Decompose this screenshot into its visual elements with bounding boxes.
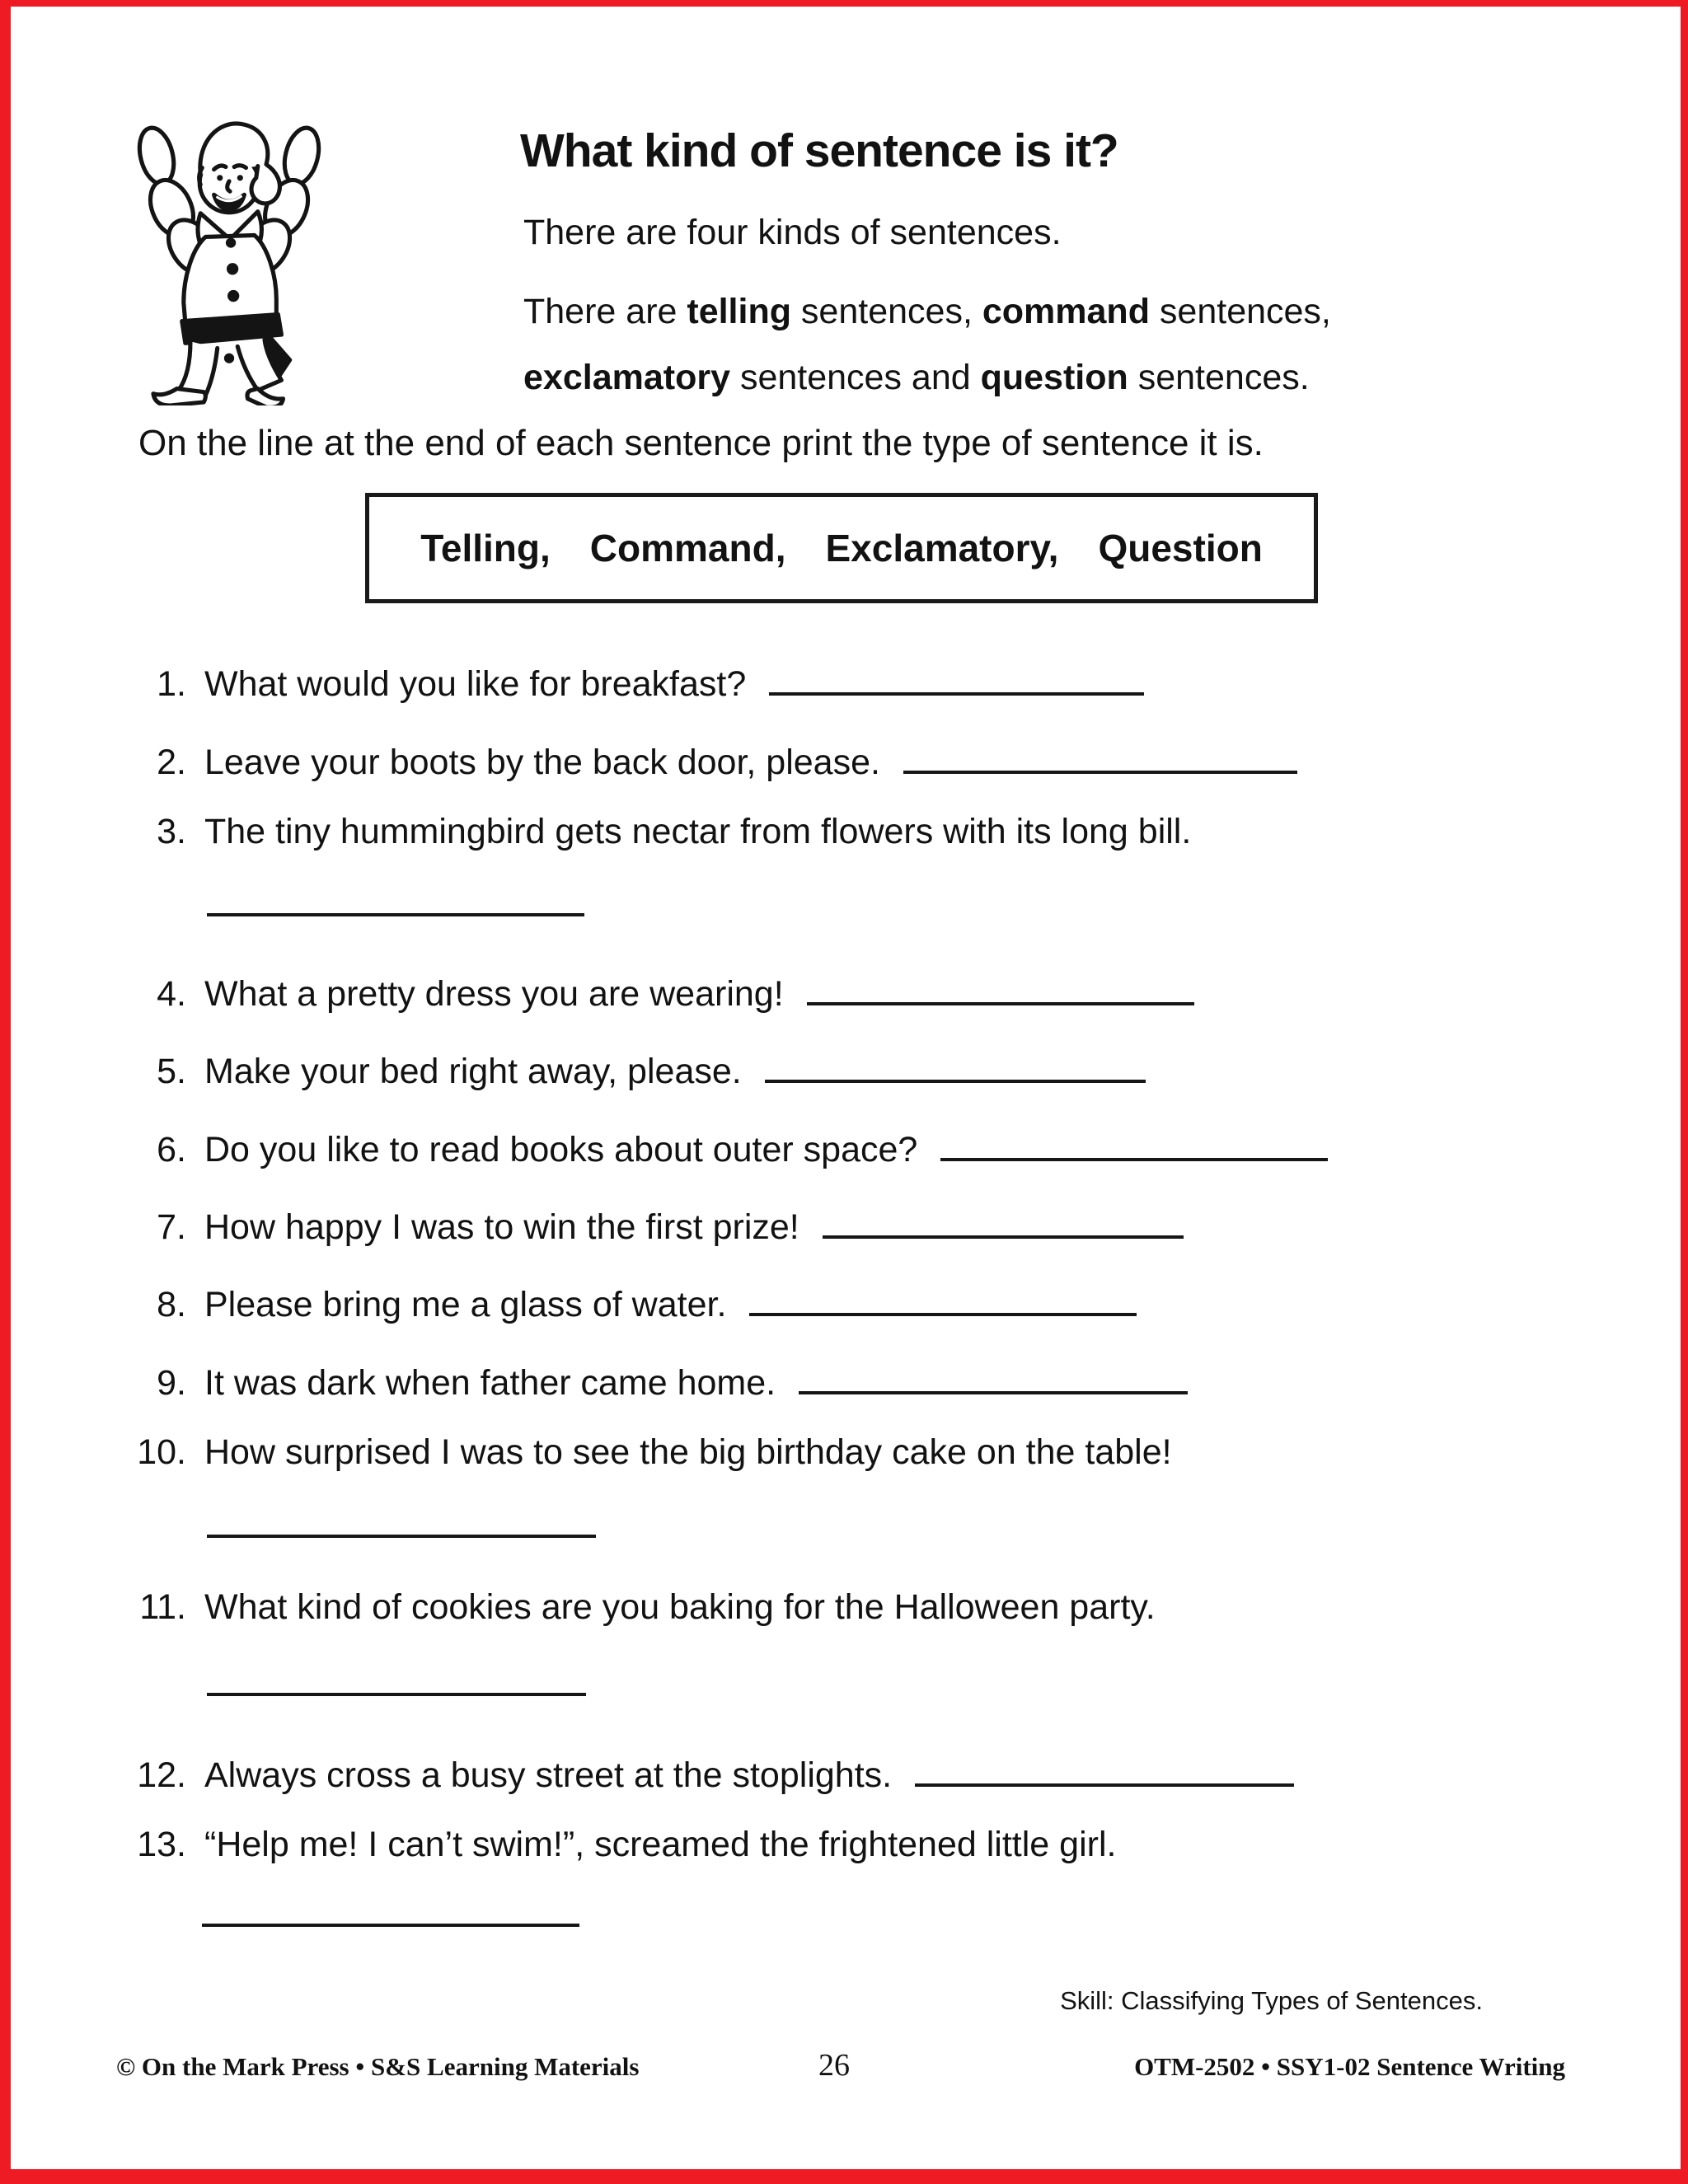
bold-command: command (982, 292, 1150, 331)
answer-blank[interactable] (807, 966, 1194, 1005)
item-text: “Help me! I can’t swim!”, screamed the frightened little girl. (204, 1825, 1117, 1864)
item-number: 10. (137, 1432, 186, 1472)
item-text: Please bring me a glass of water. (204, 1285, 727, 1324)
answer-blank[interactable] (903, 734, 1297, 774)
clown-illustration (123, 110, 334, 405)
page-number: 26 (818, 2048, 850, 2083)
sentence-item (126, 1747, 1294, 1796)
item-number: 11. (139, 1587, 186, 1627)
item-text: How happy I was to win the first prize! (204, 1207, 799, 1247)
text-fragment: sentences and (730, 358, 981, 397)
kinds-line-1 (523, 279, 1331, 344)
word-bank-word: Exclamatory, (825, 527, 1059, 569)
sentence-item (126, 656, 1144, 705)
item-number: 2. (157, 743, 186, 782)
sentence-item (126, 1122, 1328, 1170)
text-fragment: sentences. (1128, 358, 1310, 397)
answer-blank[interactable] (915, 1747, 1294, 1787)
item-text: Make your bed right away, please. (204, 1052, 742, 1091)
word-bank-word: Telling, (420, 527, 551, 569)
item-text: Do you like to read books about outer space? (204, 1130, 918, 1169)
sentence-item (126, 734, 1297, 783)
word-bank-word: Command, (589, 527, 786, 569)
answer-blank[interactable] (207, 1535, 596, 1538)
item-number: 8. (157, 1285, 186, 1324)
item-number: 7. (157, 1207, 186, 1247)
item-text: Always cross a busy street at the stoplights. (204, 1755, 893, 1795)
kinds-line-2 (523, 344, 1331, 410)
text-fragment: sentences, (1149, 292, 1331, 331)
item-number: 13. (137, 1825, 186, 1864)
item-text: What would you like for breakfast? (204, 664, 747, 704)
item-text: How surprised I was to see the big birthday cake on the table! (204, 1432, 1172, 1472)
item-text: What kind of cookies are you baking for the Halloween party. (204, 1587, 1156, 1627)
word-bank-word: Question (1098, 527, 1263, 569)
item-number: 5. (157, 1052, 186, 1091)
sentence-item (126, 1432, 1172, 1473)
sentence-item (126, 1277, 1137, 1325)
item-number: 3. (157, 812, 186, 851)
answer-blank[interactable] (799, 1355, 1188, 1394)
text-fragment: sentences, (790, 292, 982, 331)
sentence-item (126, 812, 1191, 852)
item-number: 9. (157, 1363, 186, 1403)
answer-blank[interactable] (749, 1277, 1137, 1316)
instruction-line: On the line at the end of each sentence print the type of sentence it is. (138, 423, 1264, 463)
product-code: OTM-2502 • SSY1-02 Sentence Writing (1134, 2052, 1565, 2081)
text-fragment: There are (523, 292, 687, 331)
answer-blank[interactable] (207, 1693, 586, 1696)
word-bank-box (365, 493, 1318, 603)
answer-blank[interactable] (765, 1043, 1146, 1083)
bold-exclamatory: exclamatory (523, 358, 730, 397)
answer-blank[interactable] (202, 1924, 579, 1927)
sentence-item (126, 1199, 1184, 1248)
page-title: What kind of sentence is it? (520, 124, 1118, 177)
bold-telling: telling (687, 292, 791, 331)
copyright-text: © On the Mark Press • S&S Learning Materials (116, 2052, 640, 2081)
kinds-paragraph (523, 279, 1331, 410)
item-text: Leave your boots by the back door, please. (204, 743, 880, 782)
sentence-item (126, 1825, 1116, 1865)
item-number: 1. (157, 664, 186, 704)
item-number: 4. (157, 974, 186, 1014)
item-text: What a pretty dress you are wearing! (204, 974, 784, 1014)
sentence-item (126, 1587, 1156, 1628)
answer-blank[interactable] (823, 1199, 1184, 1239)
answer-blank[interactable] (769, 656, 1144, 696)
item-text: It was dark when father came home. (204, 1363, 776, 1403)
item-text: The tiny hummingbird gets nectar from flowers with its long bill. (204, 812, 1192, 851)
answer-blank[interactable] (940, 1122, 1328, 1161)
sentence-item (126, 1355, 1188, 1404)
item-number: 12. (137, 1755, 186, 1795)
sentence-item (126, 1043, 1146, 1092)
sentence-item (126, 966, 1194, 1015)
bold-question: question (980, 358, 1128, 397)
skill-label: Skill: Classifying Types of Sentences. (1060, 1986, 1483, 2015)
item-number: 6. (157, 1130, 186, 1169)
answer-blank[interactable] (207, 913, 584, 916)
intro-line: There are four kinds of sentences. (523, 213, 1062, 252)
